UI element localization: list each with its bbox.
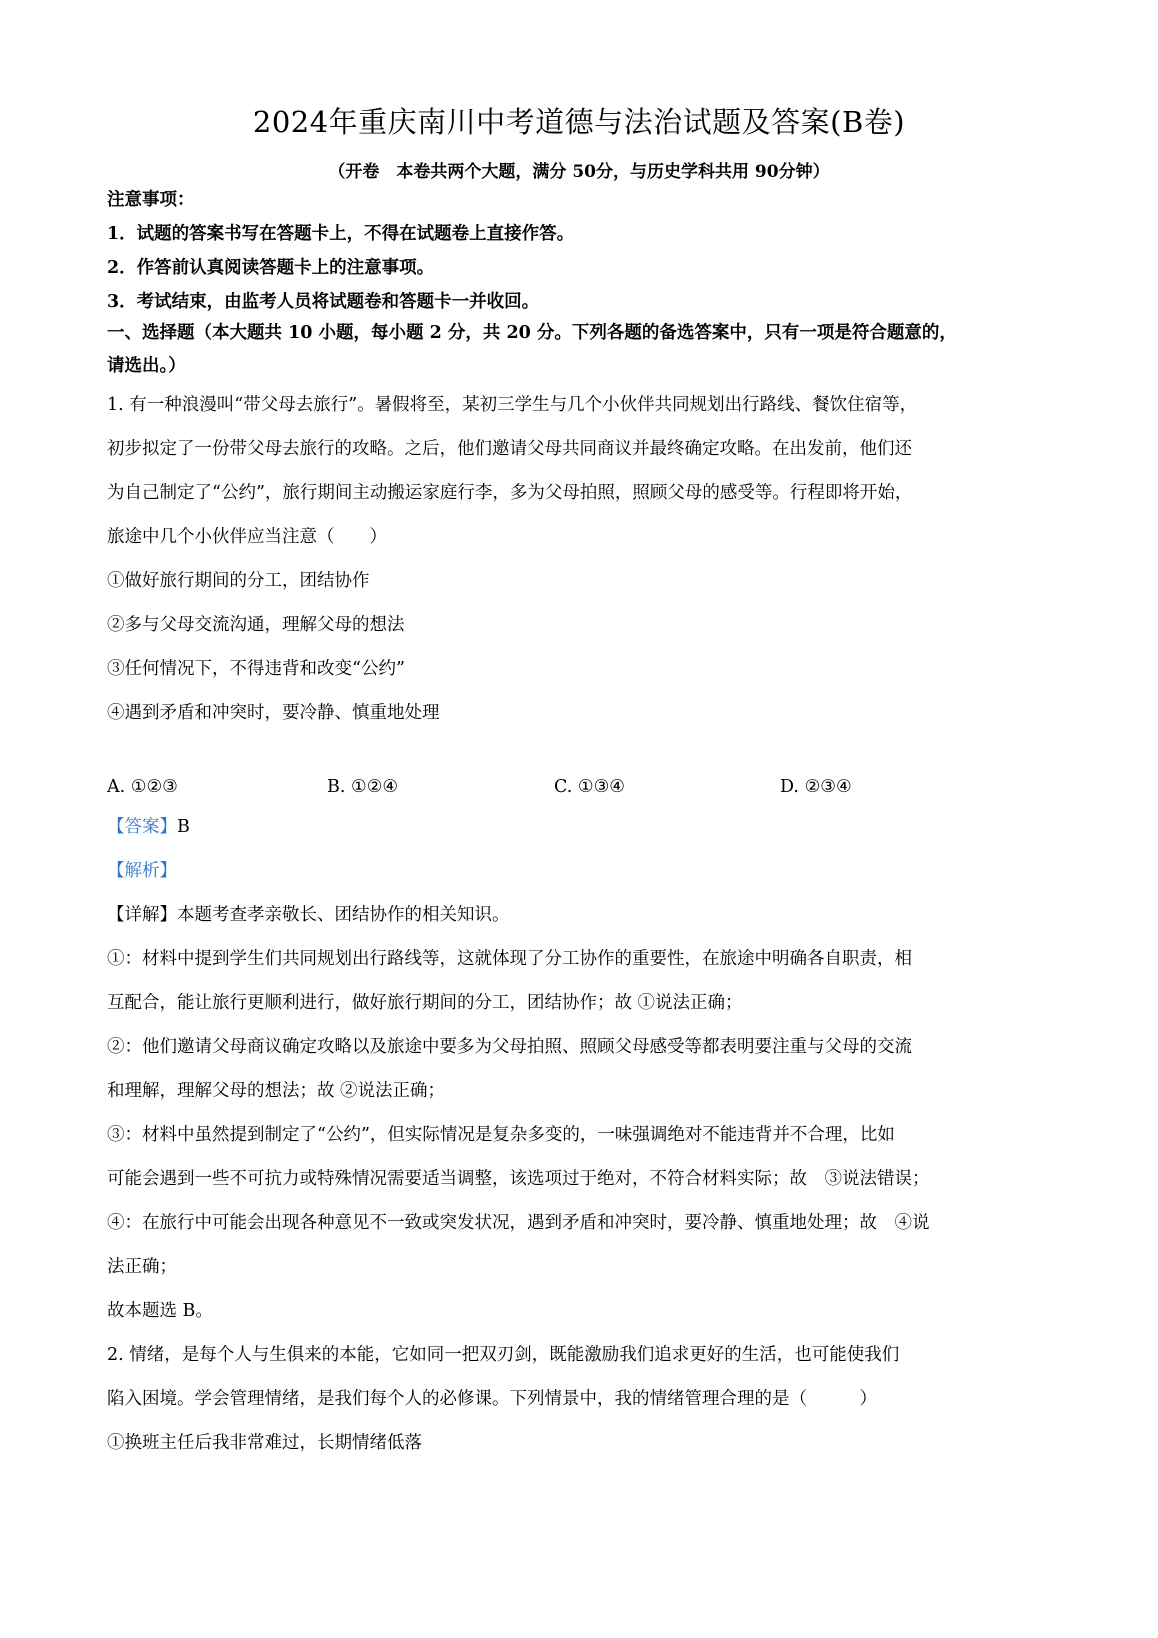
statement: ①做好旅行期间的分工，团结协作 (107, 571, 370, 591)
explanation-line: 可能会遇到一些不可抗力或特殊情况需要适当调整，该选项过于绝对，不符合材料实际；故 ③说法错误； (107, 1169, 930, 1189)
explanation-line: 和理解，理解父母的想法；故 ②说法正确； (107, 1081, 446, 1101)
statement: ①换班主任后我非常难过，长期情绪低落 (107, 1433, 422, 1453)
analysis-tag: 【解析】 (107, 861, 177, 881)
notice-item: 1．试题的答案书写在答题卡上，不得在试题卷上直接作答。 (107, 224, 575, 244)
detail-tag: 【详解】 (107, 905, 177, 925)
notice-item: 3．考试结束，由监考人员将试题卷和答题卡一并收回。 (107, 292, 540, 312)
section-heading-line: 请选出。） (107, 356, 186, 376)
notice-item: 2．作答前认真阅读答题卡上的注意事项。 (107, 258, 435, 278)
answer-tag: 【答案】 (107, 817, 177, 837)
detail-intro: 本题考查孝亲敬长、团结协作的相关知识。 (177, 905, 510, 925)
choice-label: B. (327, 777, 346, 797)
stem-line: 旅途中几个小伙伴应当注意（ ） (107, 527, 387, 547)
explanation-line: 法正确； (107, 1257, 177, 1277)
explanation-line: ①：材料中提到学生们共同规划出行路线等，这就体现了分工协作的重要性，在旅途中明确各自职责，相 (107, 949, 912, 969)
choice-a (107, 777, 178, 797)
analysis-line (107, 849, 1067, 893)
choice-label: C. (554, 777, 573, 797)
choice-label: D. (780, 777, 799, 797)
statement: ③任何情况下，不得违背和改变“公约” (107, 659, 405, 679)
statement: ④遇到矛盾和冲突时，要冷静、慎重地处理 (107, 703, 440, 723)
question-2-stem (107, 1333, 1067, 1465)
page-title: 2024年重庆南川中考道德与法治试题及答案(B卷) (252, 105, 906, 139)
choice-text: ①③④ (577, 777, 625, 797)
stem-line: 初步拟定了一份带父母去旅行的攻略。之后，他们邀请父母共同商议并最终确定攻略。在出发前，他们还 (107, 439, 912, 459)
stem-line: 为自己制定了“公约”，旅行期间主动搬运家庭行李，多为父母拍照，照顾父母的感受等。行程即将开始， (107, 483, 913, 503)
stem-line: 1. 有一种浪漫叫“带父母去旅行”。暑假将至，某初三学生与几个小伙伴共同规划出行路线、餐饮住宿等， (107, 395, 918, 415)
question-1-stem (107, 383, 1067, 735)
choice-c (554, 777, 625, 797)
choice-b (327, 777, 398, 797)
question-1-choices (107, 777, 1067, 807)
explanation-line: 互配合，能让旅行更顺利进行，做好旅行期间的分工，团结协作；故 ①说法正确； (107, 993, 743, 1013)
explanation-line: ③：材料中虽然提到制定了“公约”，但实际情况是复杂多变的，一味强调绝对不能违背并不合理，比如 (107, 1125, 895, 1145)
explanation-line: 故本题选 B。 (107, 1301, 213, 1321)
statement: ②多与父母交流沟通，理解父母的想法 (107, 615, 405, 635)
stem-line: 陷入困境。学会管理情绪，是我们每个人的必修课。下列情景中，我的情绪管理合理的是（ ） (107, 1389, 877, 1409)
answer-line (107, 805, 1067, 849)
stem-line: 2. 情绪，是每个人与生俱来的本能，它如同一把双刃剑，既能激励我们追求更好的生活，也可能使我们 (107, 1345, 900, 1365)
notice-heading: 注意事项： (107, 190, 195, 210)
answer-value: B (177, 817, 190, 837)
choice-text: ②③④ (804, 777, 852, 797)
detail-line (107, 893, 1067, 937)
section-heading-line: 一、选择题（本大题共 10 小题，每小题 2 分，共 20 分。下列各题的备选答案中，只有一项是符合题意的， (107, 323, 957, 343)
choice-text: ①②④ (351, 777, 399, 797)
question-1-solution (107, 805, 1067, 1333)
choice-label: A. (107, 777, 126, 797)
section-heading (107, 317, 1067, 383)
choice-d (780, 777, 852, 797)
explanation-line: ②：他们邀请父母商议确定攻略以及旅途中要多为父母拍照、照顾父母感受等都表明要注重与父母的交流 (107, 1037, 912, 1057)
explanation-line: ④：在旅行中可能会出现各种意见不一致或突发状况，遇到矛盾和冲突时，要冷静、慎重地处理；故 ④说 (107, 1213, 930, 1233)
choice-text: ①②③ (130, 777, 178, 797)
page-subtitle: （开卷 本卷共两个大题，满分 50分，与历史学科共用 90分钟） (328, 162, 830, 182)
